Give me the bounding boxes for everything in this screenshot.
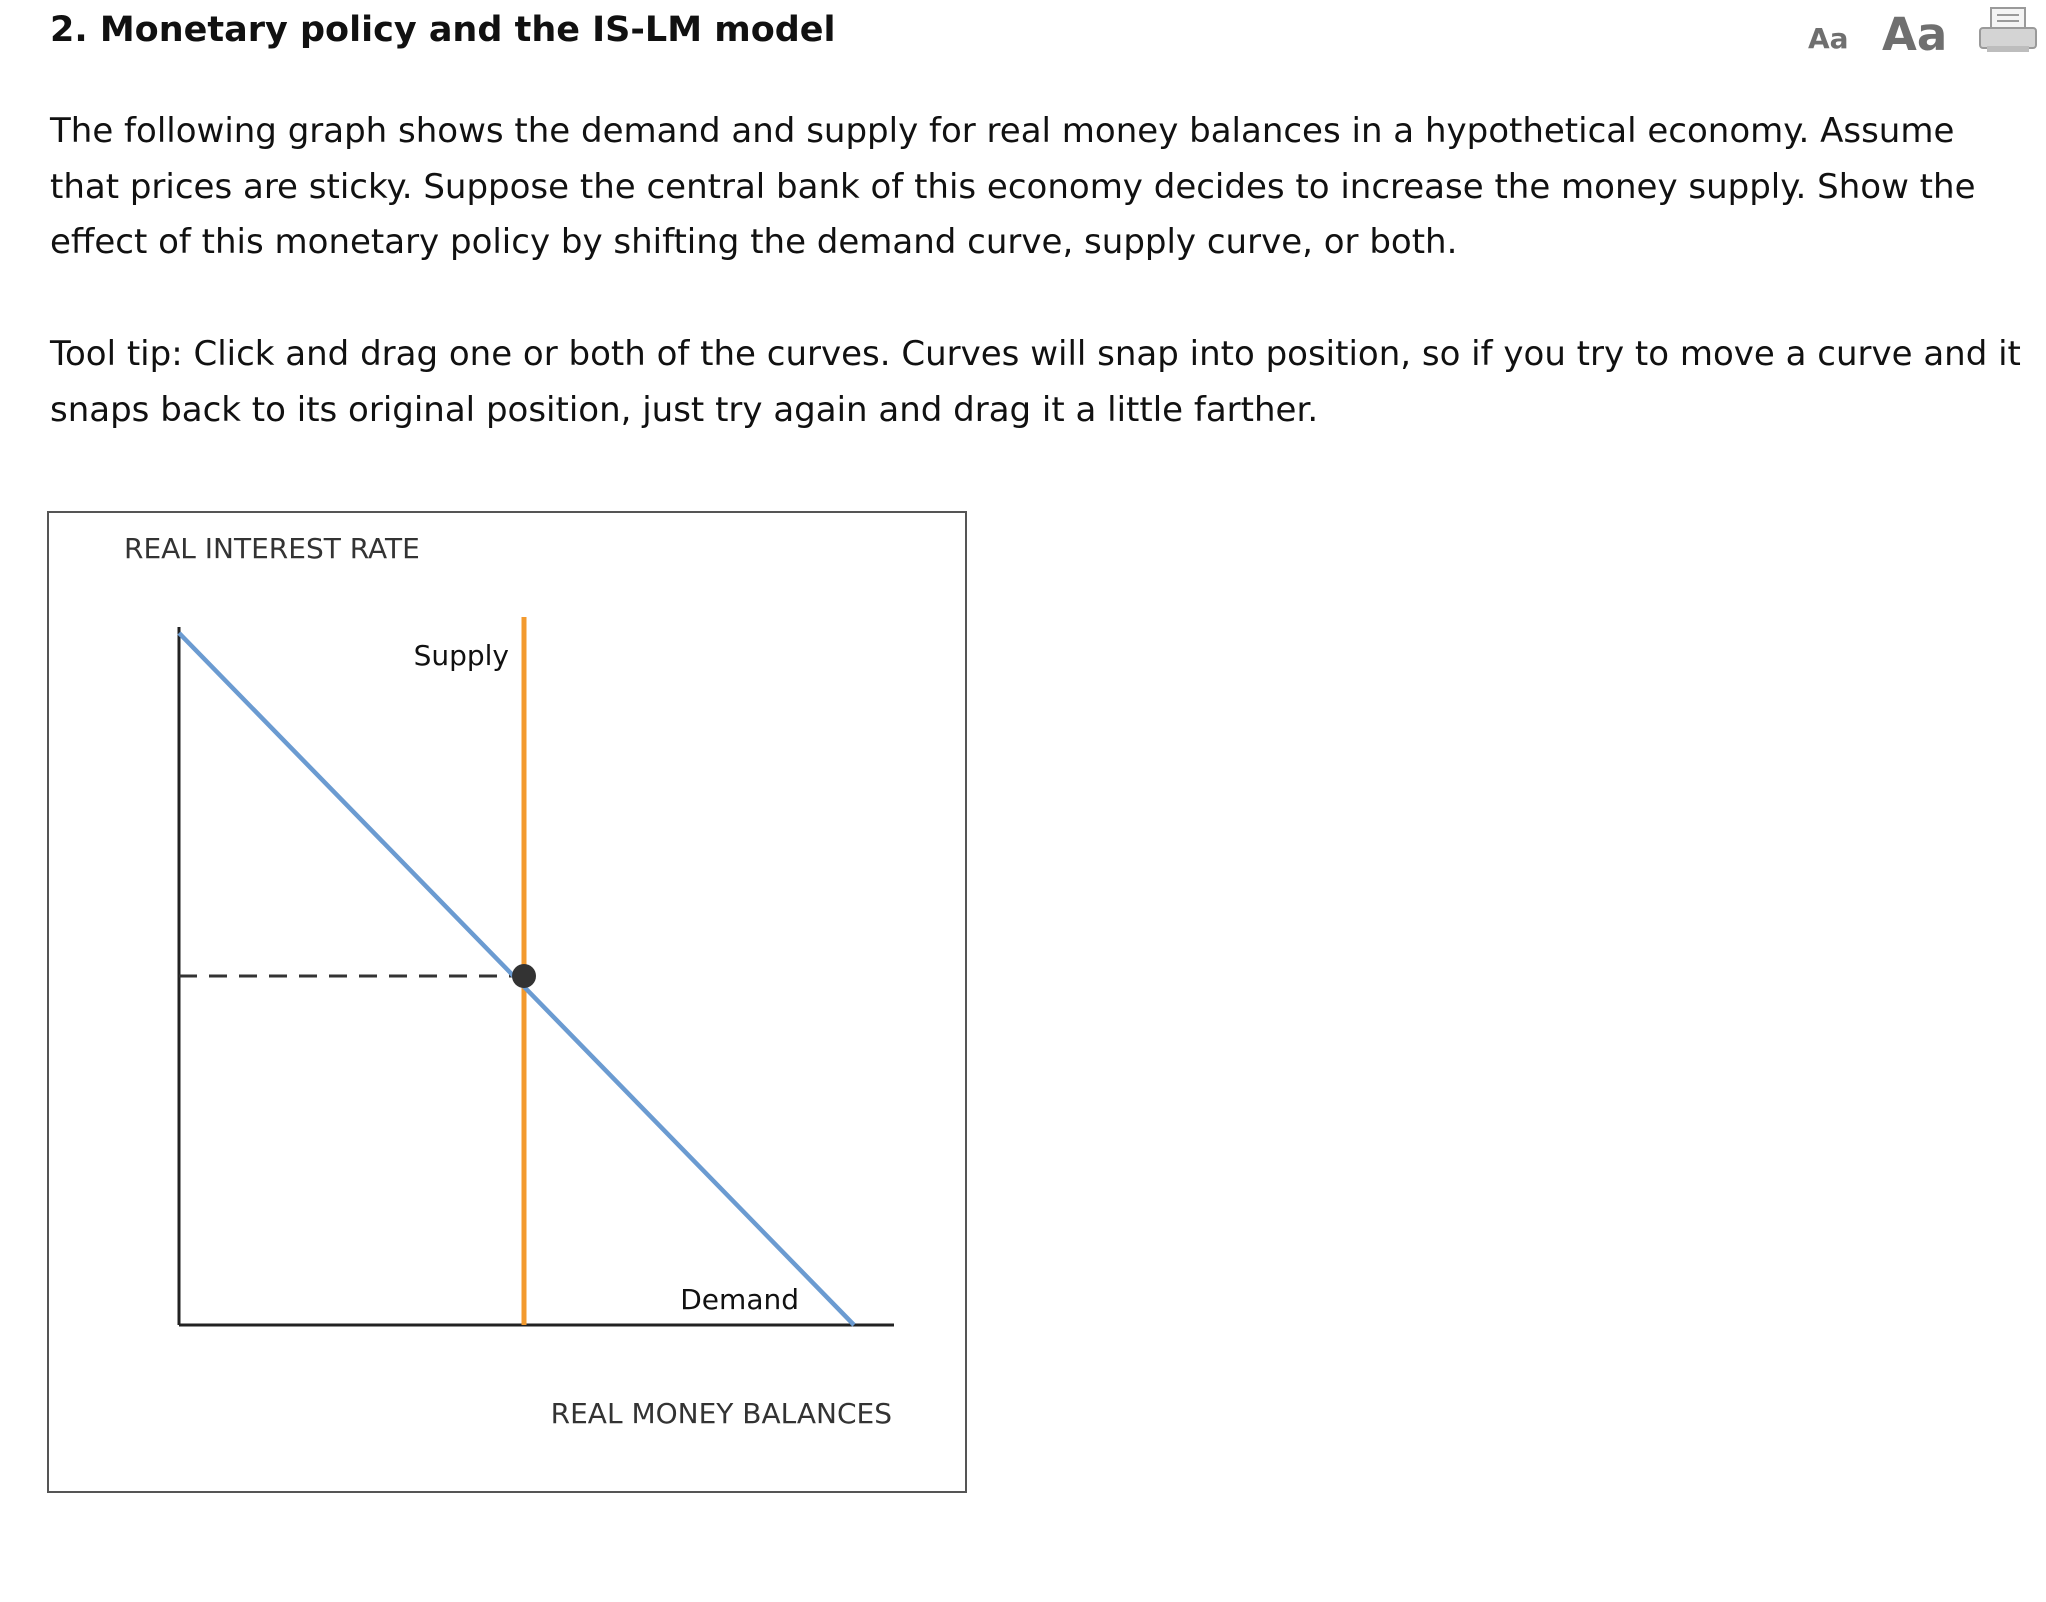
printer-icon xyxy=(1977,6,2039,54)
decrease-font-size-button[interactable]: Aa xyxy=(1808,22,1849,55)
increase-font-size-button[interactable]: Aa xyxy=(1882,8,1948,61)
y-axis-label: REAL INTEREST RATE xyxy=(124,532,420,565)
equilibrium-point xyxy=(512,964,536,988)
demand-label: Demand xyxy=(680,1283,799,1316)
supply-label: Supply xyxy=(413,639,509,672)
money-market-graph xyxy=(47,511,967,1493)
instructions-text: The following graph shows the demand and supply for real money balances in a hypothetical economy. Assume that prices are sticky. Suppose the central bank of this economy decides to increase the money supply. Show the effect of this monetary policy by shifting the demand curve, supply curve, or both. xyxy=(50,111,1976,262)
print-button[interactable] xyxy=(1977,6,2039,54)
tool-tip-text: Tool tip: Click and drag one or both of the curves. Curves will snap into position, so if you try to move a curve and it snaps back to its original position, just try again and drag it a little farther. xyxy=(50,334,2021,430)
x-axis-label: REAL MONEY BALANCES xyxy=(550,1397,892,1430)
graph-canvas xyxy=(49,513,969,1495)
page-title: 2. Monetary policy and the IS-LM model xyxy=(50,10,836,50)
